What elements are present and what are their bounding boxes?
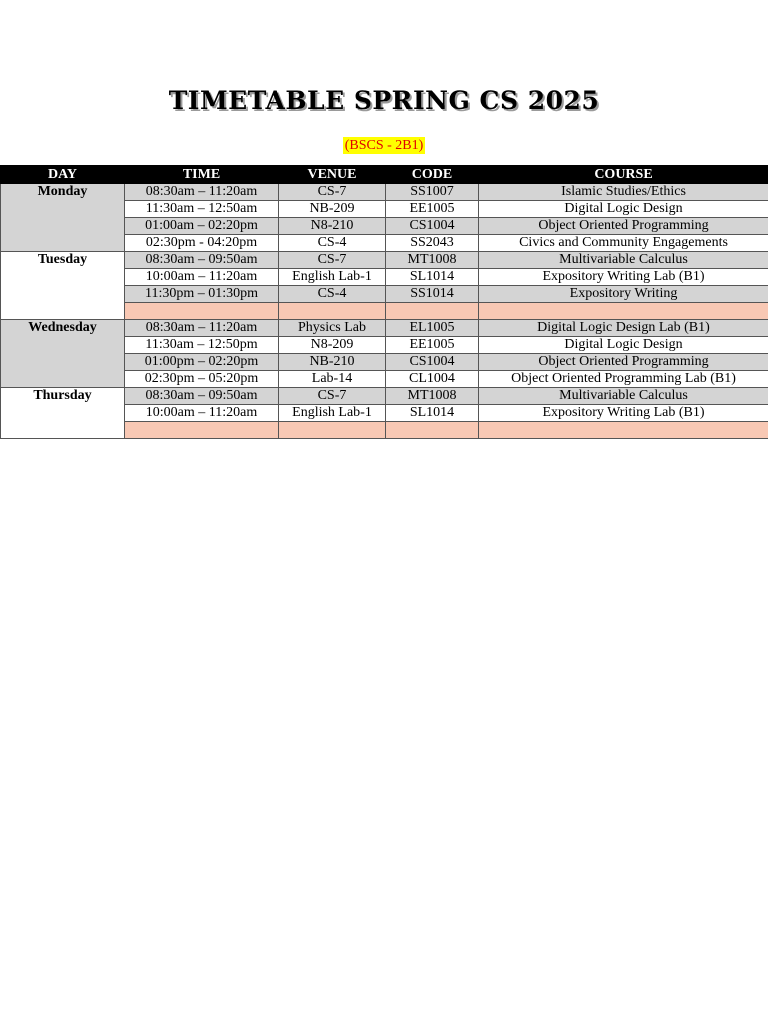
cell-venue: English Lab-1 [279, 269, 386, 286]
cell-time: 08:30am – 11:20am [125, 184, 279, 201]
table-header-row [1, 166, 768, 184]
cell-empty [125, 422, 279, 439]
cell-venue: CS-4 [279, 235, 386, 252]
cell-code: CS1004 [386, 218, 479, 235]
cell-course: Digital Logic Design Lab (B1) [479, 320, 768, 337]
cell-code: MT1008 [386, 388, 479, 405]
cell-course: Multivariable Calculus [479, 252, 768, 269]
cell-course: Multivariable Calculus [479, 388, 768, 405]
cell-code: SS1007 [386, 184, 479, 201]
cell-course: Civics and Community Engagements [479, 235, 768, 252]
cell-time: 10:00am – 11:20am [125, 405, 279, 422]
cell-venue: Physics Lab [279, 320, 386, 337]
cell-code: EE1005 [386, 201, 479, 218]
cell-time: 08:30am – 09:50am [125, 388, 279, 405]
cell-venue: N8-209 [279, 337, 386, 354]
cell-time: 08:30am – 11:20am [125, 320, 279, 337]
cell-code: EL1005 [386, 320, 479, 337]
table-row [1, 184, 768, 201]
table-row [1, 388, 768, 405]
section-subtitle: (BSCS - 2B1) [344, 138, 424, 153]
day-tuesday: Tuesday [1, 252, 125, 320]
cell-code: SS1014 [386, 286, 479, 303]
timetable [0, 165, 768, 439]
cell-venue: N8-210 [279, 218, 386, 235]
cell-empty [279, 303, 386, 320]
cell-venue: CS-7 [279, 184, 386, 201]
cell-time: 01:00pm – 02:20pm [125, 354, 279, 371]
cell-code: EE1005 [386, 337, 479, 354]
cell-code: SL1014 [386, 269, 479, 286]
cell-course: Expository Writing Lab (B1) [479, 269, 768, 286]
header-course: COURSE [479, 166, 768, 184]
cell-empty [479, 422, 768, 439]
cell-course: Digital Logic Design [479, 337, 768, 354]
cell-time: 10:00am – 11:20am [125, 269, 279, 286]
cell-course: Object Oriented Programming [479, 218, 768, 235]
cell-empty [279, 422, 386, 439]
cell-code: SL1014 [386, 405, 479, 422]
header-venue: VENUE [279, 166, 386, 184]
table-row [1, 252, 768, 269]
cell-course: Object Oriented Programming Lab (B1) [479, 371, 768, 388]
cell-empty [386, 422, 479, 439]
day-wednesday: Wednesday [1, 320, 125, 388]
cell-venue: CS-7 [279, 388, 386, 405]
cell-course: Expository Writing Lab (B1) [479, 405, 768, 422]
cell-code: CS1004 [386, 354, 479, 371]
cell-venue: NB-210 [279, 354, 386, 371]
header-time: TIME [125, 166, 279, 184]
cell-empty [386, 303, 479, 320]
cell-time: 02:30pm – 05:20pm [125, 371, 279, 388]
cell-time: 11:30pm – 01:30pm [125, 286, 279, 303]
cell-course: Digital Logic Design [479, 201, 768, 218]
cell-venue: CS-7 [279, 252, 386, 269]
cell-code: SS2043 [386, 235, 479, 252]
day-thursday: Thursday [1, 388, 125, 439]
cell-empty [479, 303, 768, 320]
cell-time: 02:30pm - 04:20pm [125, 235, 279, 252]
cell-venue: Lab-14 [279, 371, 386, 388]
cell-venue: CS-4 [279, 286, 386, 303]
table-row [1, 320, 768, 337]
cell-code: CL1004 [386, 371, 479, 388]
cell-course: Object Oriented Programming [479, 354, 768, 371]
cell-time: 01:00am – 02:20pm [125, 218, 279, 235]
cell-course: Expository Writing [479, 286, 768, 303]
cell-course: Islamic Studies/Ethics [479, 184, 768, 201]
header-day: DAY [1, 166, 125, 184]
cell-time: 11:30am – 12:50am [125, 201, 279, 218]
cell-code: MT1008 [386, 252, 479, 269]
day-monday: Monday [1, 184, 125, 252]
cell-venue: English Lab-1 [279, 405, 386, 422]
header-code: CODE [386, 166, 479, 184]
page-title: TIMETABLE SPRING CS 2025 [168, 86, 600, 115]
cell-empty [125, 303, 279, 320]
cell-venue: NB-209 [279, 201, 386, 218]
cell-time: 08:30am – 09:50am [125, 252, 279, 269]
cell-time: 11:30am – 12:50pm [125, 337, 279, 354]
